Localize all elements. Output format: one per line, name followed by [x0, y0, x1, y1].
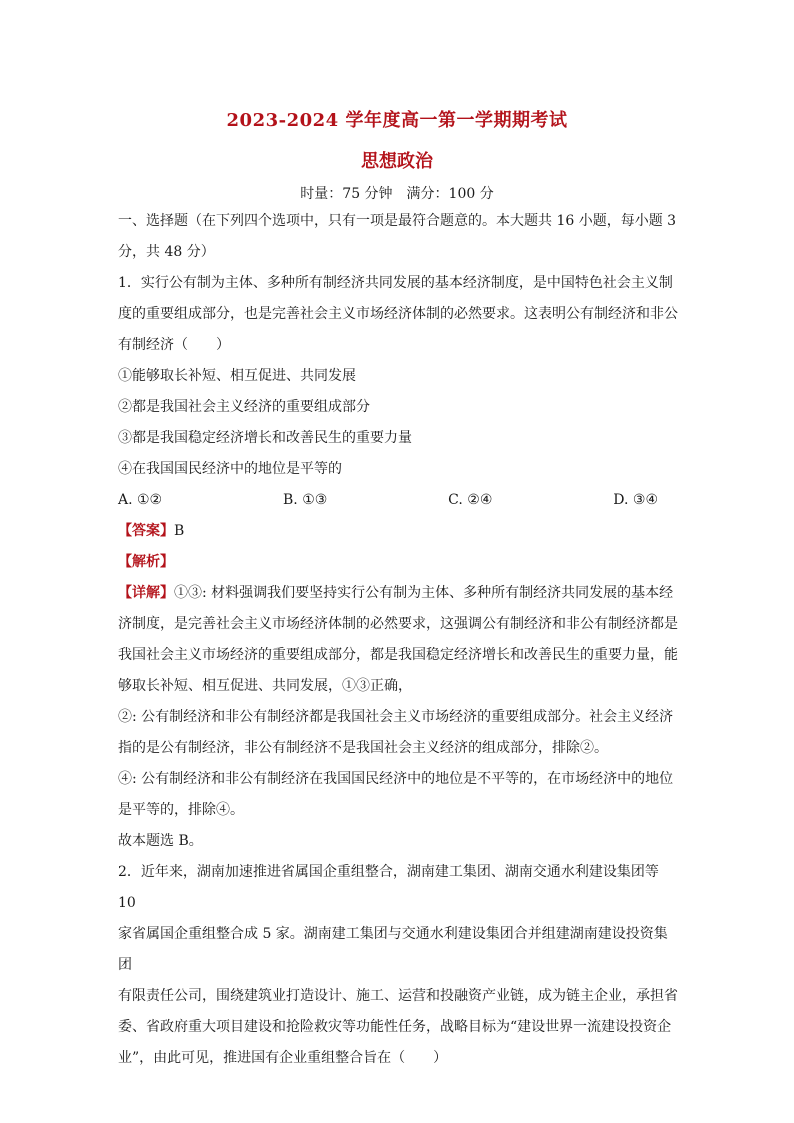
q1-option-a: A. ①② [118, 492, 163, 508]
section-heading-cont: 分，共 48 分） [118, 244, 215, 260]
q2-stem-cont: 有限责任公司，围绕建筑业打造设计、施工、运营和投融资产业链，成为链主企业，承担省 [118, 988, 678, 1004]
exam-title: 2023-2024 学年度高一第一学期期考试 [226, 110, 568, 131]
q1-detail [118, 578, 678, 609]
answer-tag: 【答案】 [118, 523, 174, 539]
q1-item: ②都是我国社会主义经济的重要组成部分 [118, 399, 370, 415]
q1-item: ④在我国国民经济中的地位是平等的 [118, 461, 342, 477]
q1-item: ①能够取长补短、相互促进、共同发展 [118, 368, 356, 384]
q1-detail-cont: 我国社会主义市场经济的重要组成部分，都是我国稳定经济增长和改善民生的重要力量，能 [118, 647, 678, 663]
q2-stem-cont: 家省属国企重组整合成 5 家。湖南建工集团与交通水利建设集团合并组建湖南建设投资集团 [118, 926, 668, 973]
q2-stem: 2．近年来，湖南加速推进省属国企重组整合，湖南建工集团、湖南交通水利建设集团等 10 [118, 864, 659, 911]
q1-analysis [118, 547, 678, 578]
q1-detail-cont: 是平等的，排除④。 [118, 802, 244, 818]
q1-item: ③都是我国稳定经济增长和改善民生的重要力量 [118, 430, 412, 446]
detail-text: ①③: 材料强调我们要坚持实行公有制为主体、多种所有制经济共同发展的基本经 [174, 585, 674, 601]
section-heading: 一、选择题（在下列四个选项中，只有一项是最符合题意的。本大题共 16 小题，每小题 3 [118, 213, 677, 229]
q2-stem-cont: 委、省政府重大项目建设和抢险救灾等功能性任务，战略目标为“建设世界一流建设投资企 [118, 1019, 672, 1035]
detail-tag: 【详解】 [118, 585, 174, 601]
q1-detail-cont: ④: 公有制经济和非公有制经济在我国国民经济中的地位是不平等的，在市场经济中的地位 [118, 771, 674, 787]
q1-option-d: D. ③④ [613, 492, 658, 508]
q1-option-b: B. ①③ [283, 492, 328, 508]
q2-stem-cont: 业”，由此可见，推进国有企业重组整合旨在（ ） [118, 1050, 448, 1066]
q1-detail-cont: 指的是公有制经济，非公有制经济不是我国社会主义经济的组成部分，排除②。 [118, 740, 608, 756]
q1-detail-cont: ②: 公有制经济和非公有制经济都是我国社会主义市场经济的重要组成部分。社会主义经济 [118, 709, 674, 725]
q1-conclusion: 故本题选 B。 [118, 833, 203, 849]
q1-answer [118, 516, 678, 547]
analysis-tag: 【解析】 [118, 554, 174, 570]
document-body [118, 206, 678, 1074]
subject-title: 思想政治 [361, 151, 433, 172]
q1-option-c: C. ②④ [448, 492, 493, 508]
q1-stem-cont: 度的重要组成部分，也是完善社会主义市场经济体制的必然要求。这表明公有制经济和非公 [118, 306, 678, 322]
q1-detail-cont: 济制度，是完善社会主义市场经济体制的必然要求，这强调公有制经济和非公有制经济都是 [118, 616, 678, 632]
answer-value: B [174, 523, 185, 539]
q1-stem-cont: 有制经济（ ） [118, 337, 230, 353]
q1-stem: 1．实行公有制为主体、多种所有制经济共同发展的基本经济制度，是中国特色社会主义制 [118, 275, 673, 291]
q1-detail-cont: 够取长补短、相互促进、共同发展，①③正确， [118, 678, 412, 694]
exam-meta: 时量：75 分钟 满分：100 分 [300, 186, 494, 202]
q1-options [118, 485, 658, 516]
